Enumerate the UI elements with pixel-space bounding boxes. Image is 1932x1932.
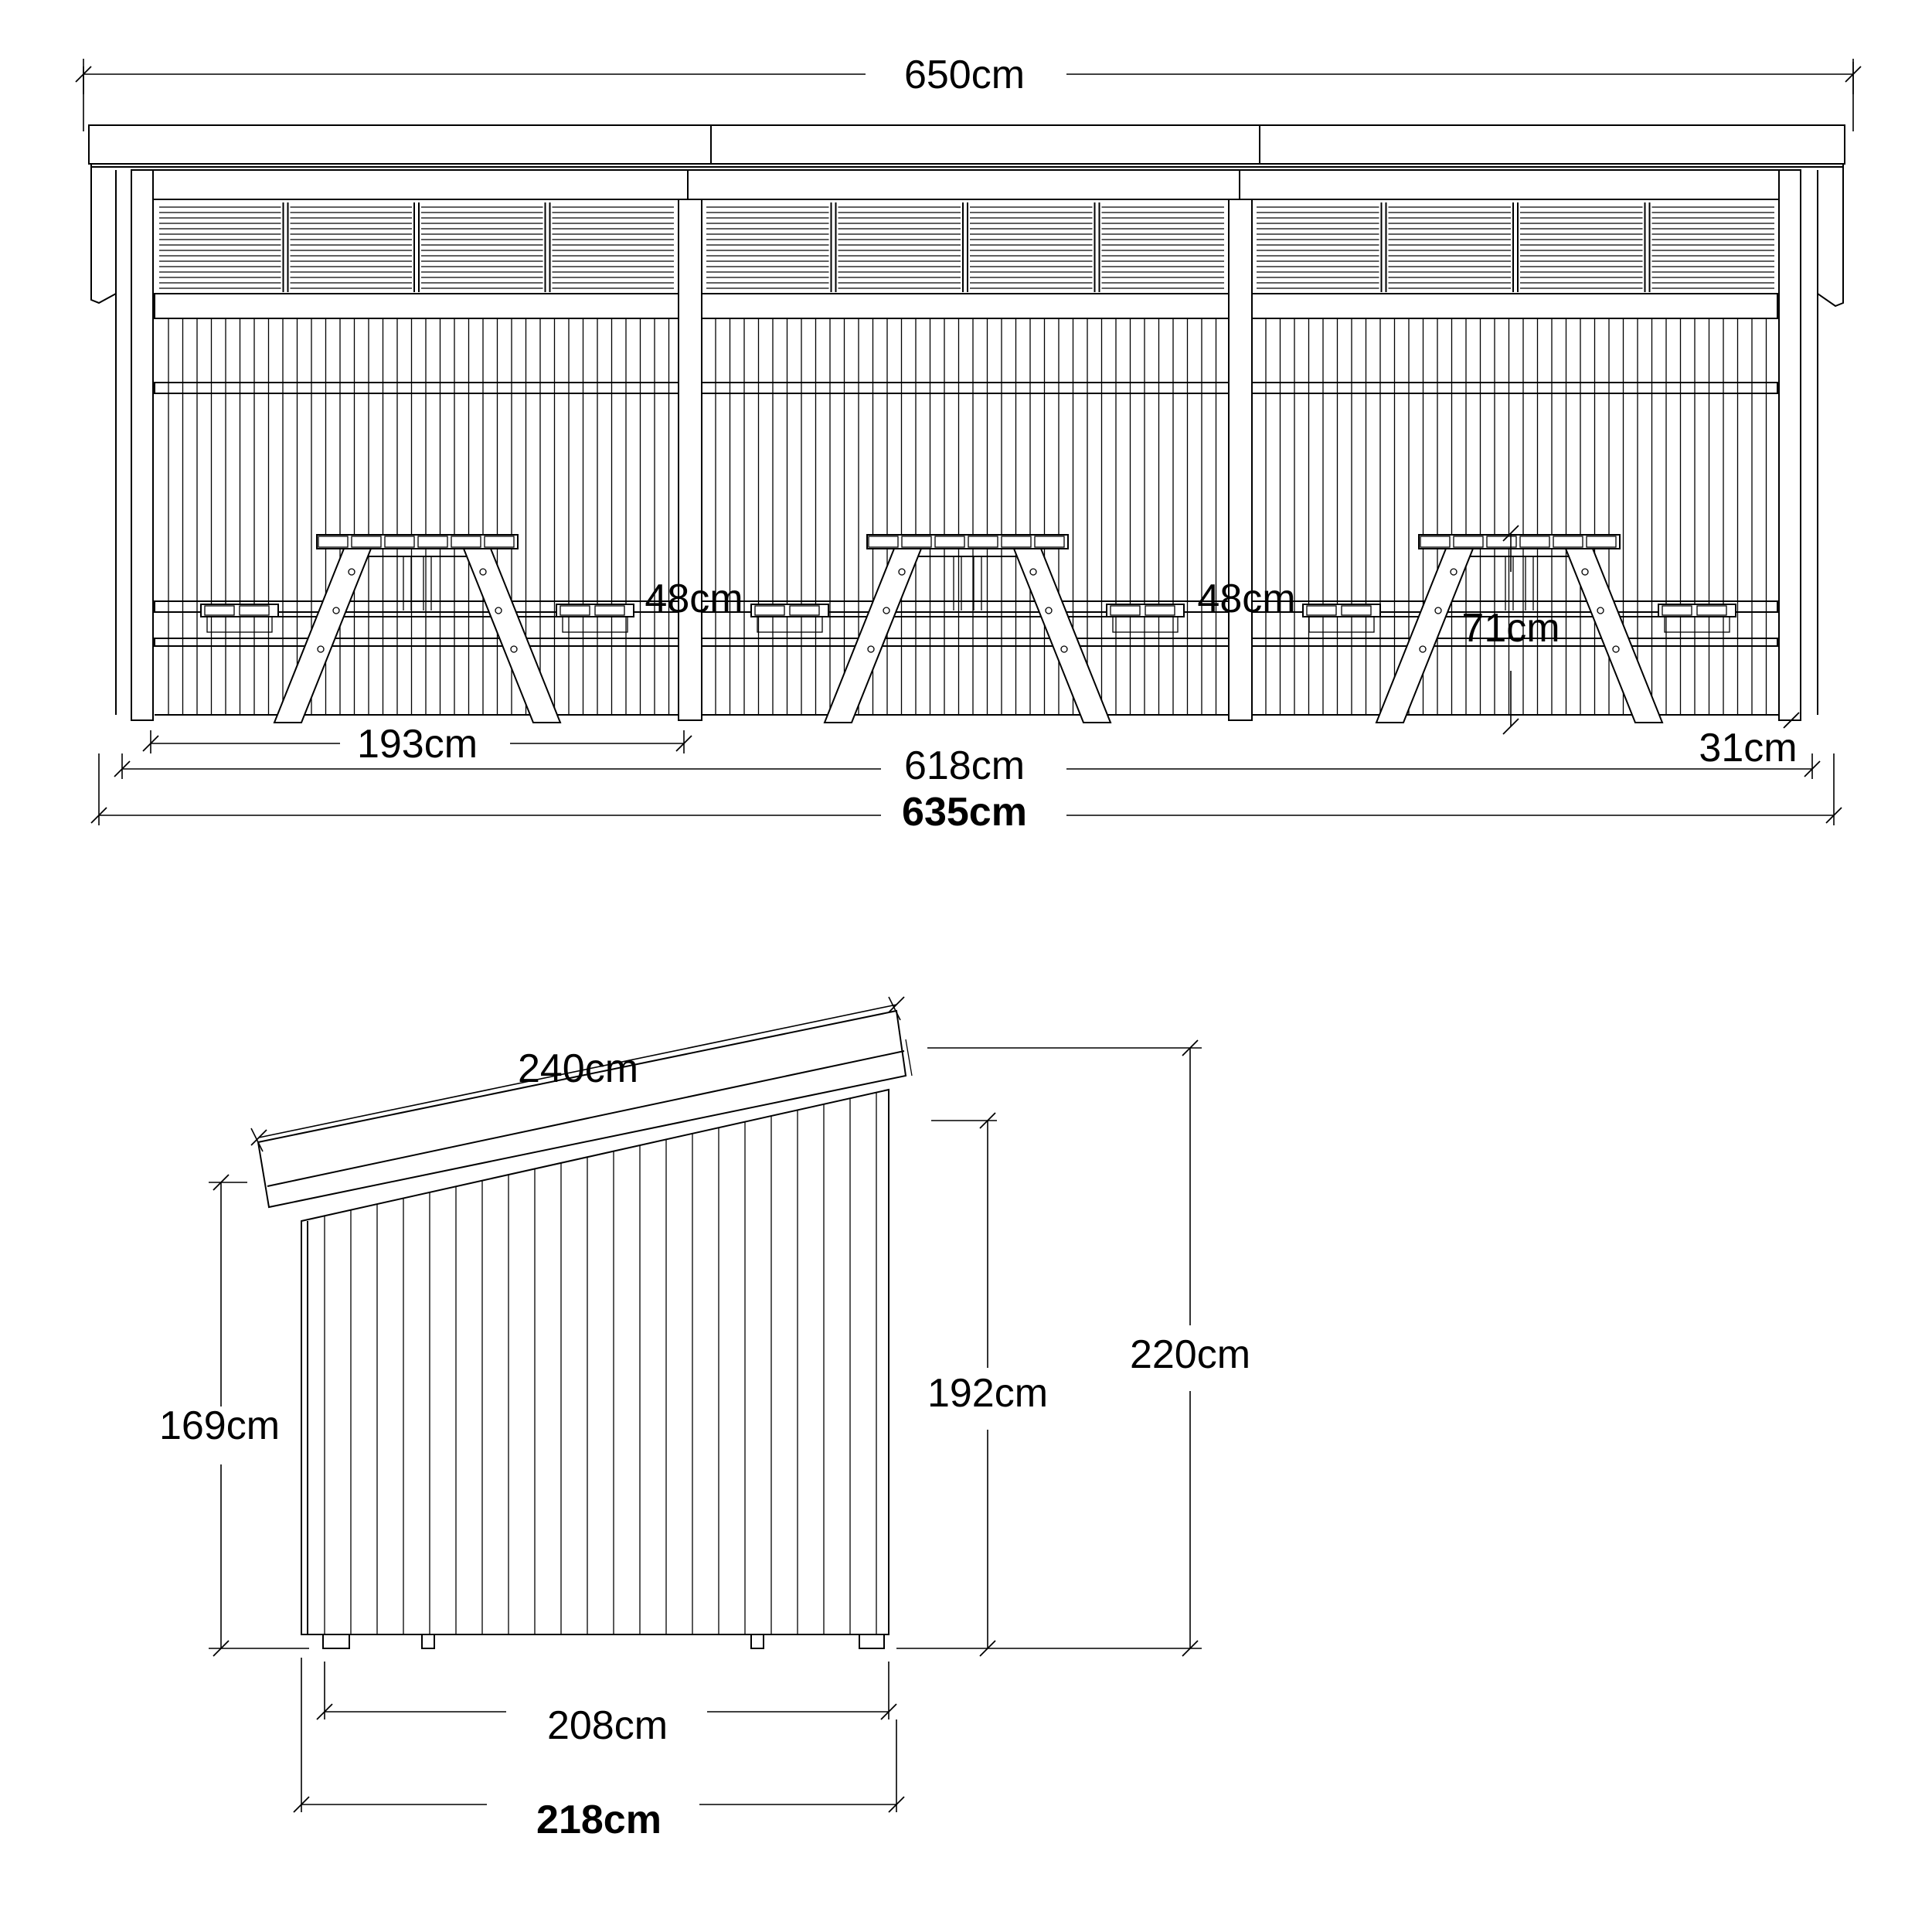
upper-rail [155, 294, 1777, 318]
post-left [131, 170, 153, 720]
side-foot [751, 1634, 764, 1648]
dim-total-height: 220cm [1129, 1332, 1251, 1377]
table-leg [274, 549, 371, 723]
front-wall-cladding [155, 318, 1779, 715]
table-top [317, 535, 518, 549]
side-roof-end [906, 1039, 912, 1076]
dim-footprint-depth: 218cm [536, 1798, 662, 1842]
side-foot [422, 1634, 434, 1648]
front-louvre-vents [159, 202, 1774, 292]
dim-footprint-width: 635cm [902, 790, 1027, 835]
roof-overhang-left [91, 164, 116, 303]
roof-overhang-right [1818, 164, 1843, 306]
post-center-right [1229, 199, 1252, 720]
table-top [867, 535, 1068, 549]
middle-rail [155, 383, 1777, 393]
post-center-left [679, 199, 702, 720]
dim-table-height: 71cm [1461, 606, 1560, 651]
top-beam [131, 170, 1801, 199]
bench-support [1665, 617, 1730, 632]
side-foot [859, 1634, 884, 1648]
dim-roof-length: 240cm [517, 1046, 639, 1091]
bench-support [1113, 617, 1178, 632]
dim-bench-height-left: 48cm [645, 577, 743, 621]
table-top [1419, 535, 1620, 549]
dim-post-depth: 208cm [546, 1703, 668, 1748]
extension-line [251, 1128, 263, 1151]
dimension-lines [76, 59, 1861, 1812]
table-leg [1014, 549, 1111, 723]
dim-front-wall-height: 192cm [927, 1371, 1049, 1416]
side-roof [258, 1011, 906, 1207]
roof-fascia [89, 125, 1845, 164]
dim-overall-roof-width: 650cm [903, 53, 1026, 97]
dim-end-offset: 31cm [1699, 726, 1798, 770]
side-foot [323, 1634, 349, 1648]
bench-support [1309, 617, 1374, 632]
bench-support [563, 617, 628, 632]
side-elevation [258, 1011, 912, 1648]
dim-rear-height: 169cm [158, 1403, 281, 1448]
table-leg [1376, 549, 1473, 723]
post-right [1779, 170, 1801, 720]
front-elevation [89, 125, 1845, 723]
dim-bay-width: 193cm [356, 722, 478, 767]
bench-support [757, 617, 822, 632]
dim-bench-height-right: 48cm [1197, 577, 1296, 621]
dim-post-span: 618cm [903, 743, 1026, 788]
